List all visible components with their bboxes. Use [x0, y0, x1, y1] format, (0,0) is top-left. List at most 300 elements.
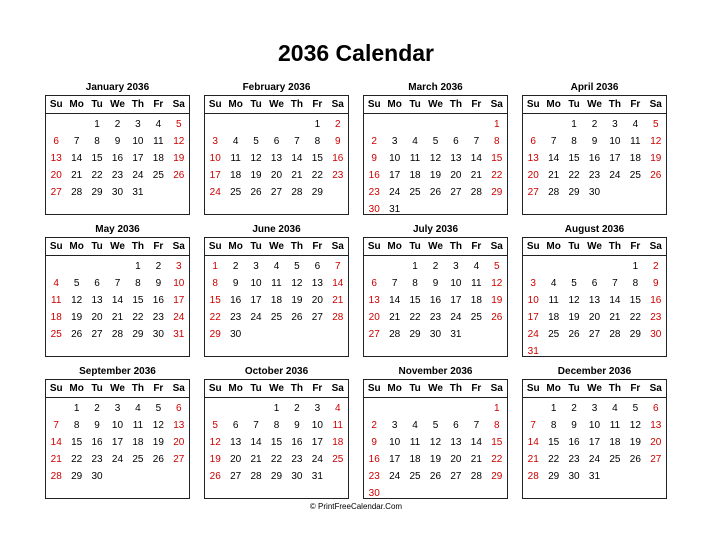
day-cell: 3: [391, 420, 398, 431]
day-cell: 22: [548, 454, 560, 465]
day-cell: 30: [230, 329, 242, 340]
weekday-header: [523, 380, 666, 398]
weekday-label: Su: [367, 99, 381, 110]
day-cell: 26: [429, 471, 442, 482]
day-cell: 10: [450, 278, 462, 289]
day-cell: 16: [568, 437, 580, 448]
weekday-label: Su: [208, 241, 222, 252]
day-cell: 5: [155, 403, 162, 414]
day-cell: 24: [389, 471, 401, 482]
empty-cell: [543, 343, 563, 360]
day-cell: 6: [453, 136, 459, 147]
day-cell: 20: [173, 437, 185, 448]
day-cell: 4: [473, 261, 480, 272]
day-cell: 29: [270, 471, 283, 482]
day-cell: 11: [548, 295, 559, 306]
day-cell: 7: [294, 136, 300, 147]
day-cell: 9: [335, 136, 341, 147]
day-cell: 5: [632, 403, 639, 414]
day-cell: 22: [311, 170, 323, 181]
weekday-header: [364, 238, 507, 256]
day-cell: 24: [111, 454, 124, 465]
empty-cell: [384, 485, 404, 502]
day-cell: 28: [332, 312, 344, 323]
day-cell: 3: [253, 261, 259, 272]
day-cell: 17: [209, 170, 221, 181]
day-cell: 31: [311, 471, 323, 482]
day-cell: 28: [250, 471, 262, 482]
empty-cell: [287, 326, 307, 343]
day-cell: 23: [91, 454, 103, 465]
day-cell: 7: [473, 420, 480, 431]
month-table: [204, 95, 349, 215]
month-table: [45, 95, 190, 215]
weekday-label: Sa: [649, 99, 662, 110]
weekday-label: Mo: [228, 241, 243, 252]
day-cell: 12: [173, 136, 185, 147]
empty-cell: [605, 343, 625, 360]
day-cell: 24: [527, 329, 539, 340]
day-cell: 30: [291, 471, 303, 482]
empty-cell: [446, 201, 466, 218]
empty-cell: [523, 258, 543, 275]
day-cell: 26: [173, 170, 185, 181]
day-cell: 27: [311, 312, 323, 323]
day-cell: 14: [548, 153, 560, 164]
empty-cell: [148, 184, 168, 201]
day-cell: 23: [429, 312, 442, 323]
day-cell: 29: [311, 187, 323, 198]
day-cell: 28: [527, 471, 539, 482]
day-cell: 14: [609, 295, 621, 306]
empty-cell: [225, 400, 245, 417]
day-cell: 11: [132, 420, 144, 431]
empty-cell: [543, 258, 563, 275]
day-cell: 1: [550, 403, 557, 414]
day-cell: 8: [314, 136, 321, 147]
day-cell: 29: [409, 329, 421, 340]
day-cell: 3: [530, 278, 536, 289]
day-cell: 4: [232, 136, 239, 147]
month-name: July 2036: [412, 224, 459, 235]
day-cell: 6: [591, 278, 598, 289]
day-cell: 17: [311, 437, 323, 448]
day-cell: 25: [548, 329, 560, 340]
day-cell: 9: [114, 136, 121, 147]
day-cell: 15: [491, 153, 503, 164]
day-grid: [523, 400, 666, 485]
day-cell: 4: [135, 403, 141, 414]
empty-cell: [266, 326, 286, 343]
day-cell: 10: [132, 136, 144, 147]
day-cell: 9: [371, 153, 377, 164]
day-cell: 7: [114, 278, 121, 289]
month-table: [363, 237, 508, 357]
day-cell: 1: [212, 261, 218, 272]
empty-cell: [364, 400, 384, 417]
copyright-footer: © PrintFreeCalendar.Com: [309, 502, 403, 511]
day-cell: 11: [230, 153, 241, 164]
day-cell: 29: [91, 187, 103, 198]
day-cell: 25: [332, 454, 344, 465]
day-cell: 25: [132, 454, 144, 465]
day-cell: 16: [650, 295, 662, 306]
day-cell: 11: [630, 136, 641, 147]
day-cell: 21: [609, 312, 621, 323]
day-cell: 18: [470, 295, 482, 306]
day-cell: 20: [230, 454, 242, 465]
day-cell: 10: [389, 153, 401, 164]
day-cell: 21: [71, 170, 83, 181]
weekday-label: Su: [49, 383, 63, 394]
day-cell: 6: [232, 420, 239, 431]
day-cell: 15: [548, 437, 560, 448]
day-cell: 20: [50, 170, 62, 181]
day-cell: 17: [450, 295, 462, 306]
day-cell: 28: [548, 187, 560, 198]
day-cell: 7: [335, 261, 341, 272]
day-cell: 30: [650, 329, 662, 340]
day-grid: [205, 258, 348, 343]
day-cell: 17: [173, 295, 185, 306]
day-cell: 24: [311, 454, 323, 465]
day-cell: 15: [491, 437, 503, 448]
day-cell: 15: [629, 295, 641, 306]
day-cell: 3: [591, 403, 598, 414]
day-cell: 13: [173, 420, 185, 431]
day-cell: 2: [371, 136, 377, 147]
day-cell: 16: [368, 170, 380, 181]
day-cell: 18: [332, 437, 344, 448]
day-cell: 7: [73, 136, 80, 147]
weekday-label: Tu: [568, 241, 580, 252]
day-cell: 25: [609, 454, 621, 465]
day-grid: [46, 116, 189, 201]
day-cell: 16: [91, 437, 103, 448]
weekday-label: Sa: [172, 99, 185, 110]
day-cell: 13: [368, 295, 380, 306]
day-cell: 4: [335, 403, 341, 414]
day-cell: 9: [432, 278, 439, 289]
weekday-label: Th: [290, 99, 303, 110]
empty-cell: [446, 400, 466, 417]
day-cell: 27: [527, 187, 539, 198]
day-cell: 18: [50, 312, 62, 323]
empty-cell: [425, 485, 445, 502]
day-cell: 19: [209, 454, 221, 465]
weekday-label: Mo: [69, 99, 84, 110]
day-cell: 18: [409, 454, 421, 465]
day-cell: 2: [591, 119, 598, 130]
weekday-label: We: [269, 241, 284, 252]
empty-cell: [466, 400, 486, 417]
day-cell: 29: [132, 329, 144, 340]
day-cell: 13: [450, 437, 462, 448]
day-cell: 23: [230, 312, 242, 323]
weekday-header: [364, 380, 507, 398]
weekday-label: Tu: [409, 241, 421, 252]
day-cell: 31: [588, 471, 601, 482]
day-cell: 30: [568, 471, 580, 482]
month-table: [522, 379, 667, 499]
day-cell: 2: [432, 261, 439, 272]
empty-cell: [246, 400, 266, 417]
day-cell: 14: [389, 295, 401, 306]
day-cell: 19: [291, 295, 303, 306]
day-cell: 16: [230, 295, 242, 306]
day-cell: 22: [91, 170, 103, 181]
weekday-header: [205, 96, 348, 114]
weekday-label: Sa: [172, 383, 185, 394]
day-cell: 31: [389, 204, 401, 215]
day-cell: 26: [209, 471, 221, 482]
day-cell: 24: [389, 187, 401, 198]
weekday-label: Sa: [172, 241, 185, 252]
day-cell: 24: [250, 312, 262, 323]
weekday-label: Su: [526, 383, 540, 394]
weekday-label: Sa: [331, 99, 344, 110]
day-cell: 21: [332, 295, 344, 306]
empty-cell: [523, 400, 543, 417]
day-cell: 12: [568, 295, 580, 306]
weekday-label: Fr: [630, 383, 641, 394]
day-cell: 9: [653, 278, 659, 289]
empty-cell: [205, 116, 225, 133]
day-cell: 9: [155, 278, 162, 289]
day-cell: 23: [568, 454, 580, 465]
day-cell: 27: [230, 471, 242, 482]
day-cell: 2: [232, 261, 239, 272]
day-cell: 14: [50, 437, 62, 448]
day-cell: 19: [429, 170, 442, 181]
day-grid: [46, 400, 189, 485]
day-cell: 27: [368, 329, 380, 340]
empty-cell: [466, 201, 486, 218]
day-cell: 22: [629, 312, 641, 323]
weekday-label: Th: [131, 383, 144, 394]
day-cell: 25: [50, 329, 62, 340]
empty-cell: [46, 400, 66, 417]
weekday-label: Th: [131, 99, 144, 110]
weekday-label: Mo: [387, 241, 402, 252]
day-cell: 1: [273, 403, 280, 414]
day-cell: 27: [50, 187, 62, 198]
weekday-label: Fr: [153, 241, 164, 252]
day-cell: 7: [550, 136, 557, 147]
day-cell: 1: [73, 403, 80, 414]
weekday-label: Mo: [387, 99, 402, 110]
day-cell: 19: [629, 437, 641, 448]
day-cell: 10: [250, 278, 262, 289]
empty-cell: [584, 343, 604, 360]
day-cell: 4: [550, 278, 557, 289]
day-cell: 28: [291, 187, 303, 198]
empty-cell: [446, 116, 466, 133]
day-cell: 28: [50, 471, 62, 482]
day-cell: 3: [314, 403, 321, 414]
day-cell: 16: [111, 153, 124, 164]
day-cell: 5: [432, 420, 439, 431]
weekday-label: Tu: [250, 99, 262, 110]
day-cell: 1: [135, 261, 141, 272]
month-name: August 2036: [564, 224, 625, 235]
day-cell: 19: [429, 454, 442, 465]
day-cell: 18: [270, 295, 283, 306]
day-cell: 4: [412, 420, 418, 431]
day-cell: 22: [270, 454, 283, 465]
day-cell: 5: [176, 119, 182, 130]
day-cell: 9: [371, 437, 377, 448]
day-cell: 6: [371, 278, 377, 289]
day-cell: 5: [432, 136, 439, 147]
day-cell: 13: [450, 153, 462, 164]
day-cell: 15: [311, 153, 323, 164]
day-grid: [364, 400, 507, 502]
day-cell: 7: [612, 278, 618, 289]
day-cell: 9: [232, 278, 239, 289]
day-cell: 13: [50, 153, 62, 164]
weekday-label: Fr: [153, 99, 164, 110]
month-name: May 2036: [95, 224, 140, 235]
day-cell: 9: [571, 420, 577, 431]
day-cell: 13: [91, 295, 103, 306]
day-cell: 26: [491, 312, 503, 323]
day-cell: 20: [450, 454, 462, 465]
empty-cell: [328, 184, 348, 201]
day-cell: 20: [527, 170, 539, 181]
weekday-label: Fr: [630, 241, 641, 252]
day-cell: 25: [409, 471, 421, 482]
empty-cell: [46, 258, 66, 275]
weekday-header: [523, 238, 666, 256]
day-cell: 2: [94, 403, 100, 414]
day-cell: 22: [71, 454, 83, 465]
day-cell: 18: [132, 437, 144, 448]
empty-cell: [466, 116, 486, 133]
day-cell: 19: [71, 312, 83, 323]
empty-cell: [487, 485, 507, 502]
day-cell: 28: [111, 329, 124, 340]
month-table: [522, 237, 667, 357]
day-cell: 18: [629, 153, 641, 164]
day-cell: 24: [609, 170, 621, 181]
day-cell: 14: [332, 278, 344, 289]
weekday-label: We: [269, 383, 284, 394]
weekday-label: Tu: [250, 241, 262, 252]
empty-cell: [169, 184, 189, 201]
weekday-header: [46, 238, 189, 256]
empty-cell: [328, 326, 348, 343]
day-cell: 14: [250, 437, 262, 448]
weekday-label: Sa: [331, 383, 344, 394]
day-cell: 3: [114, 403, 121, 414]
weekday-label: Fr: [471, 99, 482, 110]
empty-cell: [405, 201, 425, 218]
day-cell: 15: [71, 437, 83, 448]
day-cell: 7: [530, 420, 536, 431]
empty-cell: [646, 184, 666, 201]
day-cell: 20: [368, 312, 380, 323]
day-cell: 1: [494, 119, 500, 130]
weekday-header: [364, 96, 507, 114]
day-grid: [364, 116, 507, 218]
weekday-label: Th: [290, 241, 303, 252]
weekday-label: We: [269, 99, 284, 110]
day-cell: 8: [135, 278, 141, 289]
day-cell: 6: [453, 420, 459, 431]
day-cell: 22: [209, 312, 221, 323]
weekday-label: Tu: [91, 383, 103, 394]
day-cell: 6: [53, 136, 59, 147]
weekday-label: Su: [49, 99, 63, 110]
empty-cell: [605, 258, 625, 275]
weekday-label: Su: [526, 241, 540, 252]
day-cell: 31: [132, 187, 144, 198]
empty-cell: [625, 468, 645, 485]
day-cell: 19: [568, 312, 580, 323]
day-cell: 26: [568, 329, 580, 340]
day-cell: 24: [450, 312, 462, 323]
day-cell: 4: [632, 119, 639, 130]
day-cell: 5: [494, 261, 500, 272]
empty-cell: [364, 258, 384, 275]
day-cell: 10: [311, 420, 323, 431]
day-cell: 21: [250, 454, 262, 465]
day-cell: 16: [429, 295, 442, 306]
day-cell: 8: [273, 420, 280, 431]
month-table: [204, 379, 349, 499]
day-cell: 29: [568, 187, 580, 198]
weekday-label: Su: [367, 383, 381, 394]
weekday-label: We: [110, 99, 125, 110]
month-name: February 2036: [242, 82, 311, 93]
day-cell: 4: [412, 136, 418, 147]
day-cell: 16: [368, 454, 380, 465]
day-cell: 4: [155, 119, 162, 130]
day-cell: 11: [471, 278, 482, 289]
month-name: October 2036: [244, 366, 309, 377]
day-cell: 22: [568, 170, 580, 181]
day-cell: 29: [491, 471, 503, 482]
day-cell: 14: [111, 295, 124, 306]
empty-cell: [66, 116, 86, 133]
empty-cell: [466, 326, 486, 343]
weekday-header: [205, 380, 348, 398]
day-cell: 25: [470, 312, 482, 323]
day-cell: 2: [335, 119, 341, 130]
day-cell: 27: [450, 471, 462, 482]
day-cell: 12: [71, 295, 83, 306]
day-cell: 9: [591, 136, 598, 147]
day-grid: [523, 258, 666, 360]
day-cell: 8: [632, 278, 639, 289]
day-cell: 5: [212, 420, 218, 431]
day-cell: 18: [152, 153, 164, 164]
weekday-label: Tu: [91, 241, 103, 252]
day-cell: 19: [250, 170, 262, 181]
day-cell: 1: [571, 119, 577, 130]
day-cell: 20: [450, 170, 462, 181]
month-table: [45, 237, 190, 357]
weekday-label: Th: [131, 241, 144, 252]
day-grid: [46, 258, 189, 343]
day-cell: 4: [612, 403, 618, 414]
day-cell: 23: [650, 312, 662, 323]
day-cell: 8: [412, 278, 418, 289]
day-cell: 8: [494, 420, 500, 431]
day-cell: 5: [653, 119, 659, 130]
day-cell: 21: [527, 454, 539, 465]
